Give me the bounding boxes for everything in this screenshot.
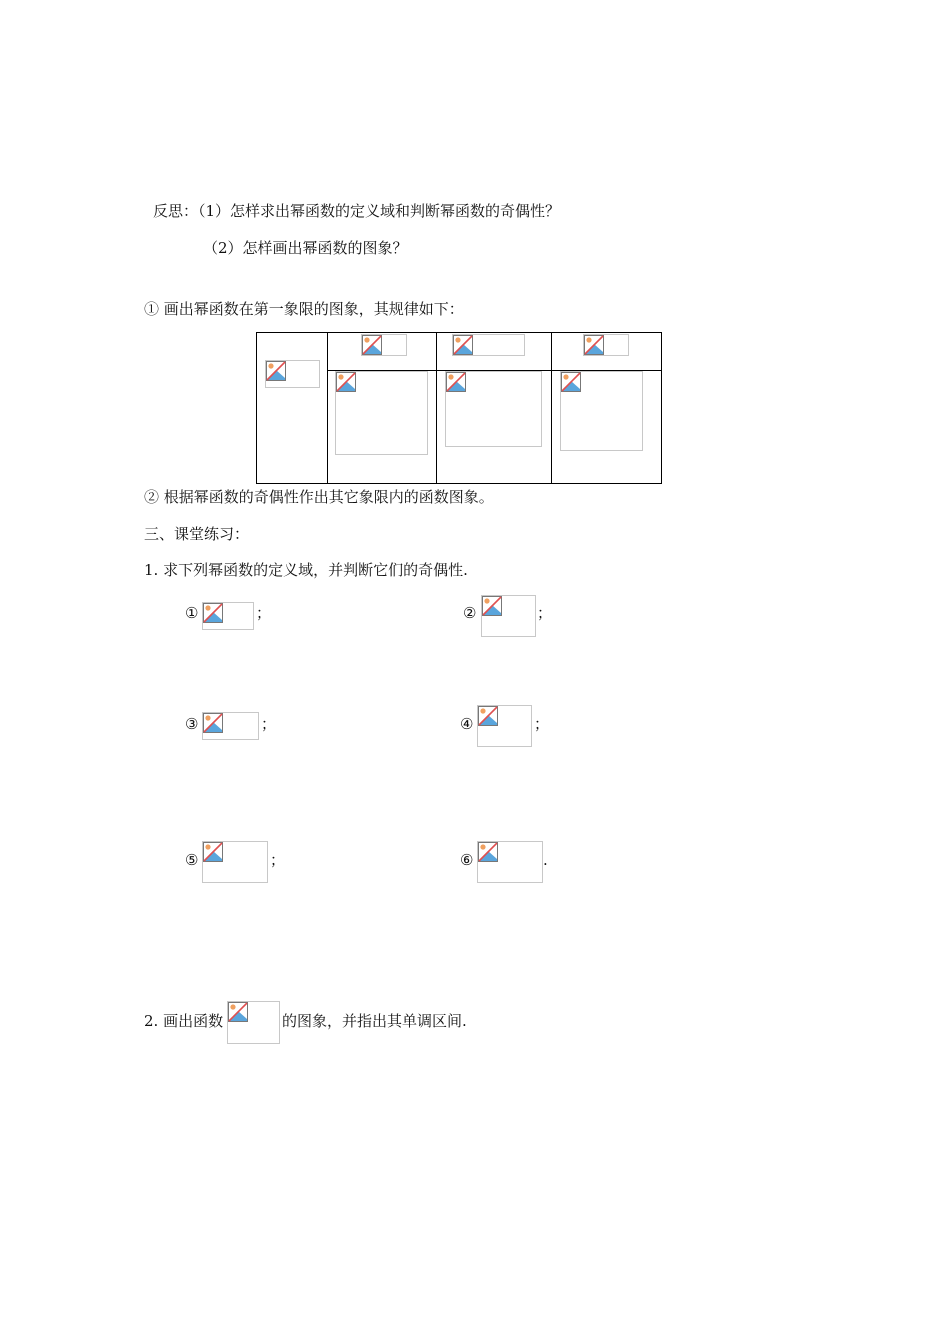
broken-image-icon: [482, 596, 502, 616]
table-header-cell-1: [328, 333, 437, 371]
item-end-5: ；: [270, 851, 286, 869]
formula-image-5: [202, 841, 268, 883]
broken-image-icon: [203, 603, 223, 623]
broken-image-icon: [446, 372, 466, 392]
broken-image-icon: [266, 361, 286, 381]
item-end-2: ；: [537, 604, 553, 622]
broken-image-icon: [584, 335, 604, 355]
formula-image: [583, 334, 629, 356]
table-graph-cell-1: [328, 371, 437, 484]
table-header-cell-2: [437, 333, 552, 371]
broken-image-icon: [453, 335, 473, 355]
broken-image-icon: [203, 713, 223, 733]
item-marker-5: ⑤: [185, 851, 199, 869]
reflection-question-1: （1）怎样求出幂函数的定义域和判断幂函数的奇偶性？: [198, 202, 561, 220]
broken-image-icon: [478, 842, 498, 862]
formula-image-1: [202, 602, 254, 630]
formula-image: [452, 334, 525, 356]
formula-image-4: [477, 705, 532, 747]
item-end-3: ；: [261, 715, 277, 733]
broken-image-icon: [478, 706, 498, 726]
section-3-heading: 三、课堂练习：: [144, 525, 250, 543]
graph-image: [445, 371, 542, 447]
table-header-cell-3: [552, 333, 662, 371]
exercise-2-before: 2. 画出函数: [144, 1012, 224, 1030]
table-graph-cell-2: [437, 371, 552, 484]
formula-image-2: [481, 595, 536, 637]
reflection-line-1: [153, 201, 560, 221]
formula-image-6: [477, 841, 543, 883]
broken-image-icon: [228, 1002, 248, 1022]
formula-image-3: [202, 712, 259, 740]
exercise-2-after: 的图象，并指出其单调区间.: [282, 1012, 467, 1030]
formula-image: [265, 360, 320, 388]
reflection-label: 反思：: [153, 202, 199, 220]
item-end-6: .: [543, 851, 548, 869]
item-marker-4: ④: [460, 715, 474, 733]
step-2-text: ② 根据幂函数的奇偶性作出其它象限内的函数图象。: [144, 488, 494, 506]
broken-image-icon: [336, 372, 356, 392]
power-function-table: [256, 332, 662, 484]
broken-image-icon: [203, 842, 223, 862]
table-graph-cell-3: [552, 371, 662, 484]
item-end-1: ；: [256, 604, 272, 622]
item-marker-3: ③: [185, 715, 199, 733]
item-end-4: ；: [534, 715, 550, 733]
formula-image: [361, 334, 407, 356]
item-marker-2: ②: [463, 604, 477, 622]
item-marker-1: ①: [185, 604, 199, 622]
graph-image: [560, 371, 643, 451]
step-1-text: ① 画出幂函数在第一象限的图象，其规律如下：: [144, 300, 464, 318]
broken-image-icon: [561, 372, 581, 392]
reflection-question-2: （2）怎样画出幂函数的图象？: [203, 239, 408, 257]
graph-image: [335, 371, 428, 455]
table-cell-condition: [257, 333, 328, 484]
item-marker-6: ⑥: [460, 851, 474, 869]
formula-image-7: [227, 1001, 280, 1044]
exercise-1-prompt: 1. 求下列幂函数的定义域，并判断它们的奇偶性.: [144, 561, 468, 579]
broken-image-icon: [362, 335, 382, 355]
